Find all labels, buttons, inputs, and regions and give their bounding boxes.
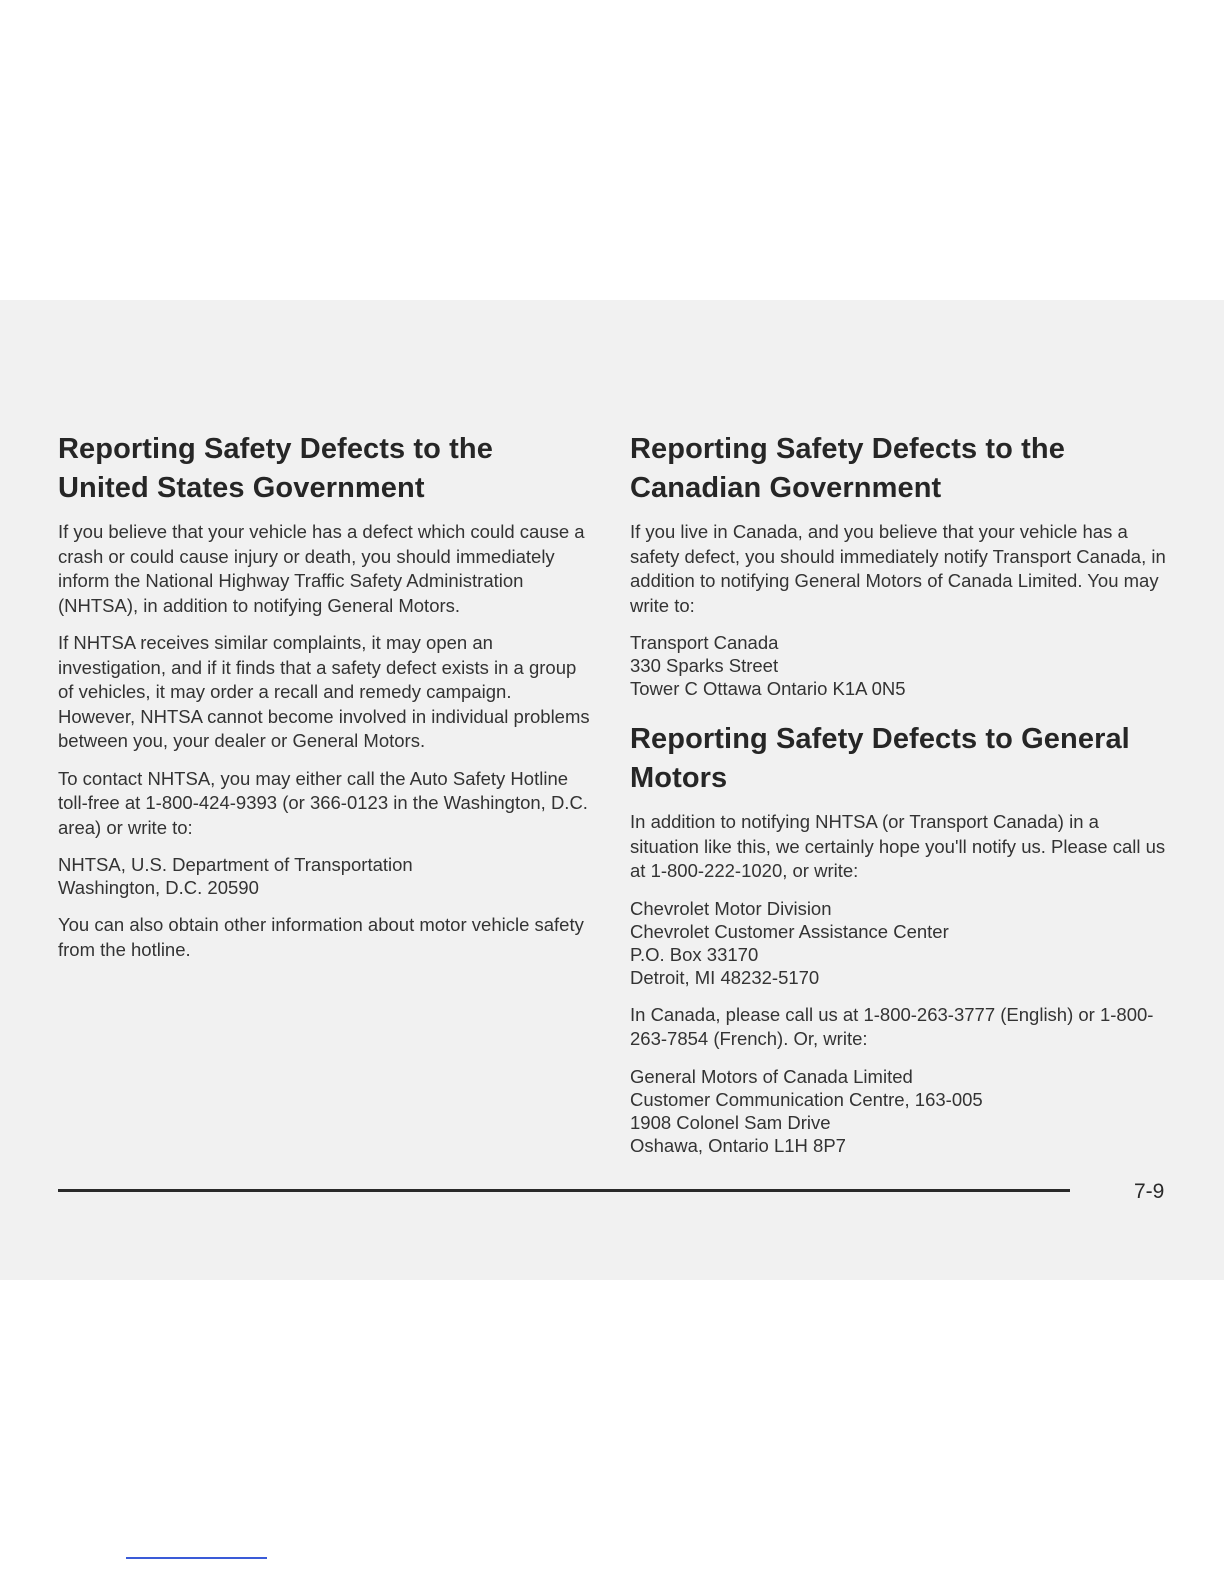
address-line: NHTSA, U.S. Department of Transportation — [58, 854, 413, 875]
footer-rule — [58, 1189, 1070, 1192]
transport-canada-address — [630, 631, 1170, 700]
address-line: Tower C Ottawa Ontario K1A 0N5 — [630, 678, 906, 699]
address-line: Washington, D.C. 20590 — [58, 877, 259, 898]
address-line: Transport Canada — [630, 632, 779, 653]
heading-line: Reporting Safety Defects to the — [630, 433, 1065, 465]
paragraph: You can also obtain other information about motor vehicle safety from the hotline. — [58, 914, 584, 960]
paragraph: To contact NHTSA, you may either call the Auto Safety Hotline toll-free at 1-800-424-9393 (or 366-0123 in the Washington, D.C. area) or write to: — [58, 767, 588, 838]
gm-canada-address — [630, 1065, 1170, 1157]
address-line: 330 Sparks Street — [630, 655, 779, 676]
paragraph: If you believe that your vehicle has a defect which could cause a crash or could cause injury or death, you should immediately inform the National Highway Traffic Safety Administration (NHTSA), in addition to notifying General Motors. — [58, 521, 585, 616]
address-line: 1908 Colonel Sam Drive — [630, 1111, 831, 1133]
address-line: Customer Communication Centre, 163-005 — [630, 1088, 983, 1110]
nhtsa-address — [58, 853, 593, 899]
address-line: Chevrolet Customer Assistance Center — [630, 920, 949, 942]
chevrolet-address — [630, 897, 1170, 989]
us-government-heading — [58, 430, 593, 508]
heading-line: Reporting Safety Defects to the — [58, 433, 493, 465]
address-line: Detroit, MI 48232-5170 — [630, 966, 820, 988]
canadian-government-heading — [630, 430, 1170, 508]
heading-line: Canadian Government — [630, 472, 942, 504]
heading-line: Motors — [630, 762, 728, 794]
address-line: P.O. Box 33170 — [630, 943, 759, 965]
heading-line: Reporting Safety Defects to General — [630, 723, 1130, 755]
address-line: General Motors of Canada Limited — [630, 1065, 913, 1087]
footer-link-underline[interactable] — [126, 1557, 267, 1559]
general-motors-heading — [630, 720, 1170, 798]
paragraph: If NHTSA receives similar complaints, it may open an investigation, and if it finds that a safety defect exists in a group of vehicles, it may order a recall and remedy campaign. However, NHTSA cannot become involved in individual problems between you, your dealer or General Motors. — [58, 632, 590, 751]
left-column — [58, 430, 593, 975]
address-line: Chevrolet Motor Division — [630, 897, 832, 919]
paragraph: In Canada, please call us at 1-800-263-3777 (English) or 1-800-263-7854 (French). Or, write: — [630, 1003, 1154, 1049]
heading-line: United States Government — [58, 472, 425, 504]
page-number: 7-9 — [1134, 1180, 1165, 1203]
right-column — [630, 430, 1170, 1171]
paragraph: In addition to notifying NHTSA (or Transport Canada) in a situation like this, we certainly hope you'll notify us. Please call us at 1-800-222-1020, or write: — [630, 811, 1166, 881]
address-line: Oshawa, Ontario L1H 8P7 — [630, 1134, 846, 1156]
paragraph: If you live in Canada, and you believe that your vehicle has a safety defect, you should immediately notify Transport Canada, in addition to notifying General Motors of Canada Limited. You may write to: — [630, 521, 1166, 616]
